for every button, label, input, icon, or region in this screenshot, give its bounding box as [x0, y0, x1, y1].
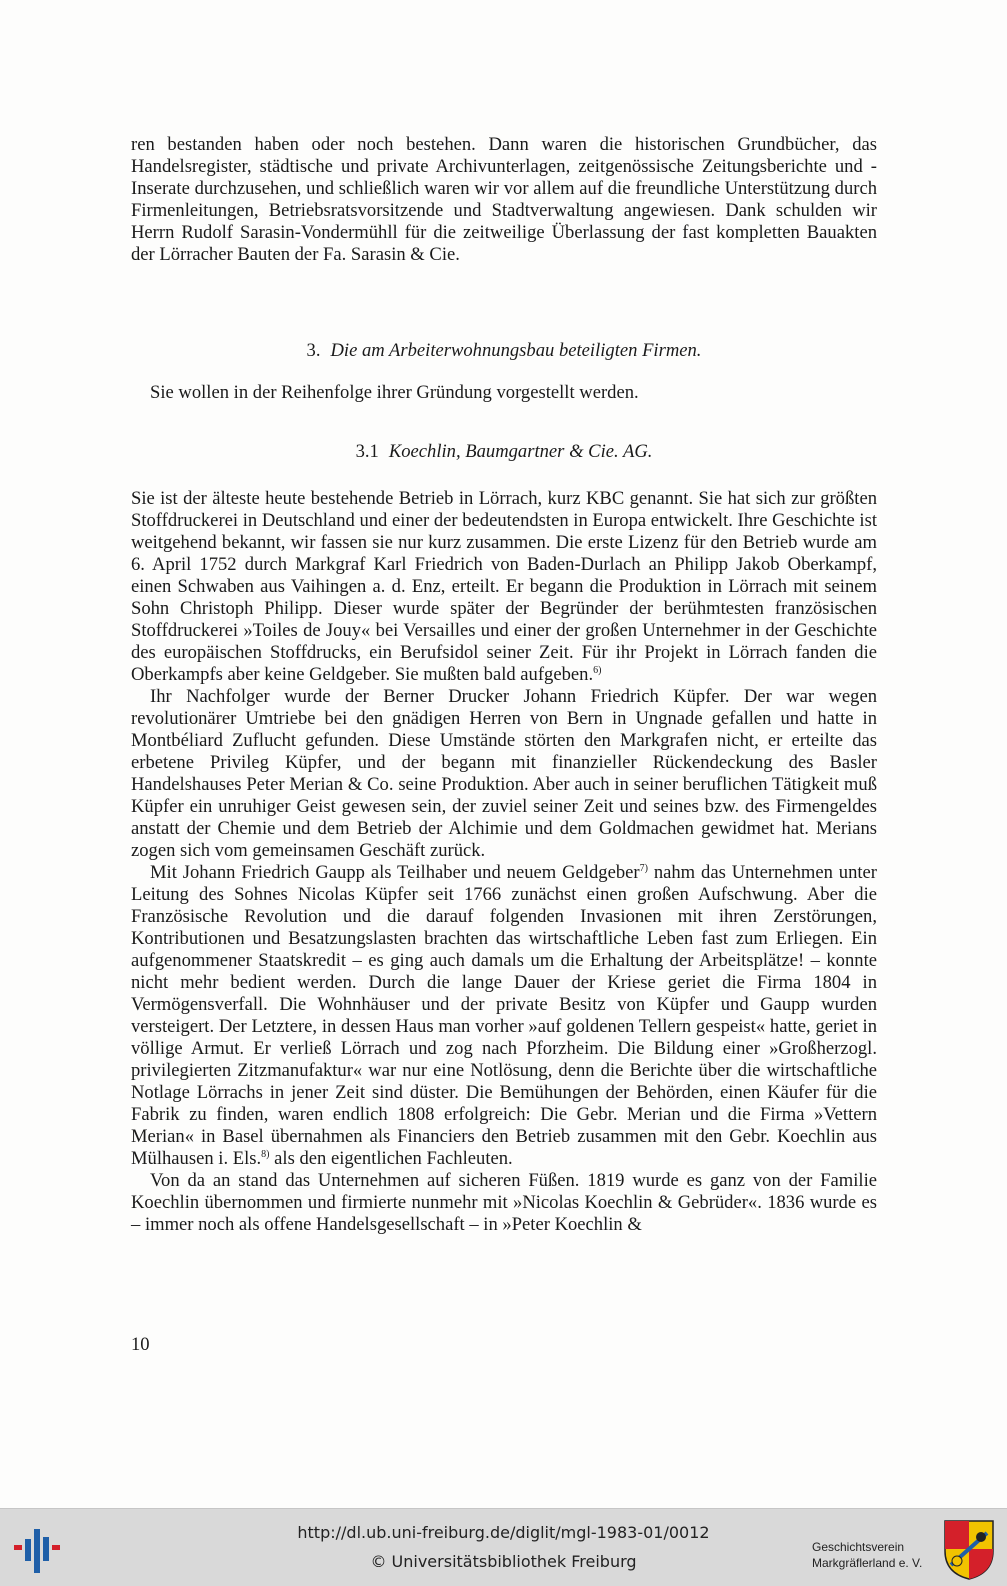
footnote-ref-8: 8) — [261, 1149, 270, 1160]
section-3-lead: Sie wollen in der Reihenfolge ihrer Gründung vorgestellt werden. — [150, 382, 639, 403]
section-3-number: 3. — [306, 340, 321, 361]
page-number: 10 — [131, 1334, 150, 1355]
paragraph-4: Von da an stand das Unternehmen auf sicheren Füßen. 1819 wurde es ganz von der Familie Koechlin übernommen und firmierte nunmehr mit »Nicolas Koechlin & Gebrüder«. 1836 wurde es – immer noch als offene Handelsgesellschaft – in »Peter Koechlin & — [131, 1170, 877, 1235]
paragraph-3-text-c: als den eigentlichen Fachleuten. — [269, 1148, 513, 1169]
society-line-1: Geschichtsverein — [812, 1540, 905, 1554]
section-3-title: Die am Arbeiterwohnungsbau beteiligten Firmen. — [330, 340, 702, 361]
section-3-1-heading — [131, 441, 877, 463]
paragraph-1-text: Sie ist der älteste heute bestehende Betrieb in Lörrach, kurz KBC genannt. Sie hat sich zur größten Stoffdruckerei in Deutschland und einer der bedeutendsten in Europa entwickelt. Ihre Geschichte ist weitgehend bekannt, wir fassen sie nur kurz zusammen. Die erste Lizenz für den Betrieb wurde am 6. April 1752 durch Markgraf Karl Friedrich von Baden-Durlach an Philipp Jakob Oberkampf, einen Schwaben aus Vaihingen a. d. Enz, erteilt. Er begann die Produktion in Lörrach mit seinem Sohn Christoph Philipp. Dieser wurde später der Begründer der berühmtesten französischen Stoffdruckerei »Toiles de Jouy« bei Versailles und einer der großen Unternehmer in der Geschichte des europäischen Stoffdrucks, ein Berufsidol seiner Zeit. Für ihr Projekt in Lörrach fanden die Oberkampfs aber keine Geldgeber. Sie mußten bald aufgeben. — [131, 488, 877, 685]
coat-of-arms-icon — [943, 1519, 995, 1581]
section-3-heading — [131, 340, 877, 362]
footnote-ref-7: 7) — [639, 863, 648, 874]
section-3-1-number: 3.1 — [355, 441, 379, 462]
paragraph-2: Ihr Nachfolger wurde der Berner Drucker Johann Friedrich Küpfer. Der war wegen revolutionärer Umtriebe bei den gnädigen Herren von Bern in Ungnade gefallen und hatte in Montbéliard Zuflucht gefunden. Diese Umstände störten den Markgrafen nicht, er erteilte das erbetene Privileg Küpfer, und der begann mit finanzieller Rückendeckung des Basler Handelshauses Peter Merian & Co. seine Produktion. Aber auch in seiner beruflichen Tätigkeit muß Küpfer ein unruhiger Geist gewesen sein, der zuviel seiner Zeit und seines bzw. des Firmengeldes anstatt der Chemie und dem Betrieb der Alchimie und dem Goldmachen gewidmet hat. Merians zogen sich vom gemeinsamen Geschäft zurück. — [131, 686, 877, 861]
intro-paragraph: ren bestanden haben oder noch bestehen. Dann waren die historischen Grundbücher, das Handelsregister, städtische und private Archivunterlagen, zeitgenössische Zeitungsberichte und -Inserate durchzusehen, und schließlich waren wir vor allem auf die freundliche Unterstützung durch Firmenleitungen, Betriebsratsvorsitzende und Stadtverwaltung angewiesen. Dank schulden wir Herrn Rudolf Sarasin-Vondermühll für die zeitweilige Überlassung der fast kompletten Bauakten der Lörracher Bauten der Fa. Sarasin & Cie. — [131, 134, 877, 265]
footnote-ref-6: 6) — [593, 665, 602, 676]
paragraph-1 — [131, 488, 877, 686]
paragraph-3 — [131, 862, 877, 1170]
section-3-1-title: Koechlin, Baumgartner & Cie. AG. — [388, 441, 653, 462]
body-text — [131, 488, 877, 1236]
paragraph-3-text-b: nahm das Unternehmen unter Leitung des Sohnes Nicolas Küpfer seit 1766 zunächst einen großen Aufschwung. Aber die Französische Revolution und die darauf folgenden Invasionen mit ihren Zerstörungen, Kontributionen und Besatzungslasten brachten das wirtschaftliche Leben fast zum Erliegen. Ein aufgenommener Staatskredit – es ging auch damals um die Erhaltung der Arbeitsplätze! – konnte nicht mehr bedient werden. Durch die lange Dauer der Kriese geriet die Firma 1804 in Vermögensverfall. Die Wohnhäuser und der private Besitz von Küpfer und Gaupp wurden versteigert. Der Letztere, in dessen Haus man vorher »auf goldenen Tellern gespeist« hatte, geriet in völlige Armut. Er verließ Lörrach und zog nach Pforzheim. Die Bildung einer »Großherzogl. privilegierten Zitzmanufaktur« war nur eine Notlösung, denn die Berichte über die wirtschaftliche Notlage Lörrachs in jener Zeit sind düster. Die Bemühungen der Behörden, einen Käufer für die Fabrik zu finden, waren endlich 1808 erfolgreich: Die Gebr. Merian und die Firma »Vettern Merian« in Basel übernahmen als Financiers den Betrieb zusammen mit den Gebr. Koechlin aus Mülhausen i. Els. — [131, 862, 877, 1169]
intro-paragraph-block — [131, 134, 877, 266]
society-name — [812, 1539, 940, 1571]
paragraph-3-text-a: Mit Johann Friedrich Gaupp als Teilhaber und neuem Geldgeber — [150, 862, 640, 883]
society-line-2: Markgräflerland e. V. — [812, 1556, 923, 1570]
permalink-url[interactable]: http://dl.ub.uni-freiburg.de/diglit/mgl-1983-01/0012 — [297, 1523, 710, 1542]
viewer-footer — [0, 1508, 1007, 1586]
copyright-text: © Universitätsbibliothek Freiburg — [370, 1552, 637, 1571]
